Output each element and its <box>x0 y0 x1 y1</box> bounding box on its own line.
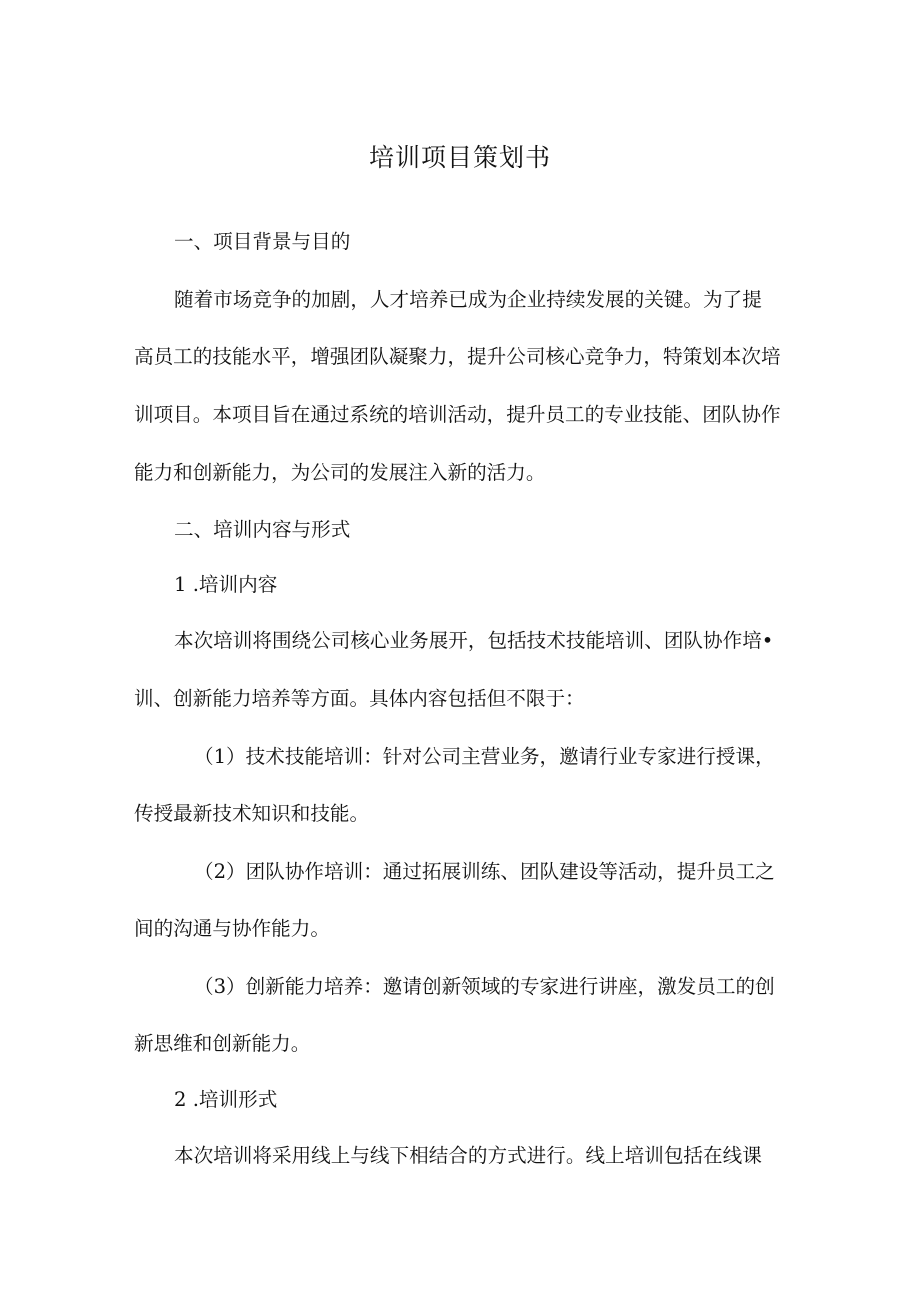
document-title: 培训项目策划书 <box>368 143 551 172</box>
list-item-2-line-2: 间的沟通与协作能力。 <box>134 917 330 940</box>
paragraph-1-line-1: 随着市场竞争的加剧，人才培养已成为企业持续发展的关键。为了提 <box>174 288 762 311</box>
list-item-1-line-2: 传授最新技术知识和技能。 <box>134 802 370 825</box>
list-item-3-line-1: （3）创新能力培养：邀请创新领域的专家进行讲座，激发员工的创 <box>194 975 775 998</box>
subheading-2: 2 .培训形式 <box>174 1088 278 1111</box>
section-heading-2: 二、培训内容与形式 <box>174 518 351 541</box>
paragraph-3-line-1: 本次培训将采用线上与线下相结合的方式进行。线上培训包括在线课 <box>174 1144 762 1167</box>
paragraph-1-line-2: 高员工的技能水平，增强团队凝聚力，提升公司核心竞争力，特策划本次培 <box>134 345 781 368</box>
list-item-1-line-1: （1）技术技能培训：针对公司主营业务，邀请行业专家进行授课， <box>194 745 775 768</box>
list-item-3-line-2: 新思维和创新能力。 <box>134 1032 311 1055</box>
paragraph-1-line-3: 训项目。本项目旨在通过系统的培训活动，提升员工的专业技能、团队协作 <box>134 403 781 426</box>
paragraph-2-line-2: 训、创新能力培养等方面。具体内容包括但不限于： <box>134 687 585 710</box>
subheading-1: 1 .培训内容 <box>174 573 278 596</box>
paragraph-1-line-4: 能力和创新能力，为公司的发展注入新的活力。 <box>134 461 546 484</box>
paragraph-2-line-1: 本次培训将围绕公司核心业务展开，包括技术技能培训、团队协作培• <box>174 629 774 652</box>
list-item-2-line-1: （2）团队协作培训：通过拓展训练、团队建设等活动，提升员工之 <box>194 860 775 883</box>
section-heading-1: 一、项目背景与目的 <box>174 230 351 253</box>
